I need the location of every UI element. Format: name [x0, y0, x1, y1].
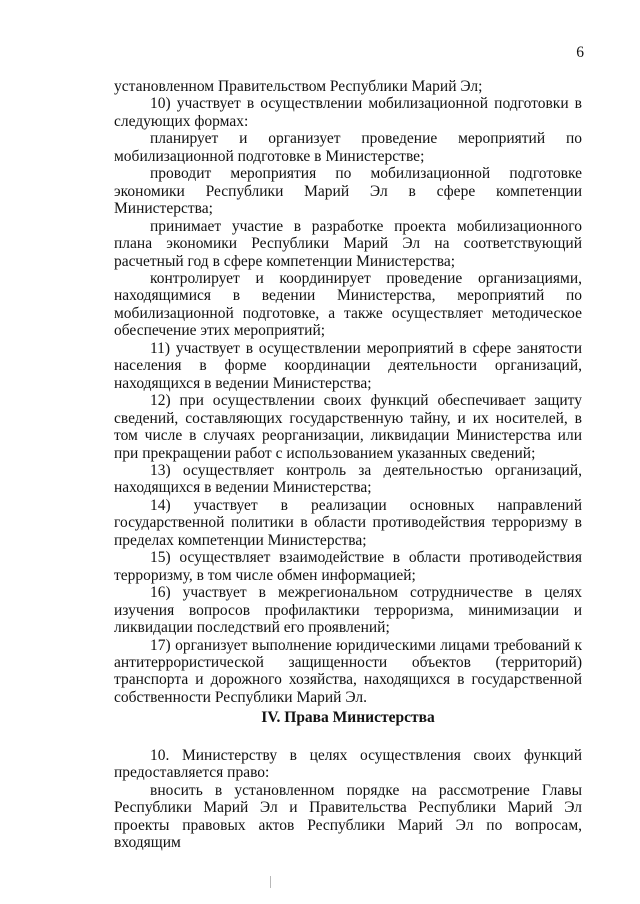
paragraph: 15) осуществляет взаимодействие в области противодействия терроризму, в том числе обмен информацией; [114, 549, 582, 584]
paragraph: 14) участвует в реализации основных направлений государственной политики в области противодействия терроризму в пределах компетенции Министерства; [114, 496, 582, 549]
paragraph: установленном Правительством Республики Марий Эл; [114, 78, 483, 95]
paragraph: 17) организует выполнение юридическими лицами требований к антитеррористической защищенности объектов (территорий) транспорта и дорожного хозяйства, находящихся в государственной собственности Республики Марий Эл. [114, 636, 582, 706]
paragraph: проводит мероприятия по мобилизационной подготовке экономики Республики Марий Эл в сфере компетенции Министерства; [114, 165, 582, 218]
paragraph: 11) участвует в осуществлении мероприятий в сфере занятости населения в форме координации деятельности организаций, находящихся в ведении Министерства; [114, 339, 582, 392]
paragraph: 16) участвует в межрегиональном сотрудничестве в целях изучения вопросов профилактики терроризма, минимизации и ликвидации последствий его проявлений; [114, 584, 582, 637]
scan-artifact [270, 876, 271, 888]
paragraph: контролирует и координирует проведение организациями, находящимися в ведении Министерства, мероприятий по мобилизационной подготовке, а также осуществляет методическое обеспечение этих мероприятий; [114, 269, 582, 340]
paragraph: 10) участвует в осуществлении мобилизационной подготовки в следующих формах: [114, 95, 582, 130]
paragraph: 12) при осуществлении своих функций обеспечивает защиту сведений, составляющих государственную тайну, и их носителей, в том числе в случаях реорганизации, ликвидации Министерства или при прекращении работ с использованием указанных сведений; [114, 392, 582, 462]
paragraph: принимает участие в разработке проекта мобилизационного плана экономики Республики Марий Эл на соответствующий расчетный год в сфере компетенции Министерства; [114, 217, 582, 270]
paragraph: планирует и организует проведение мероприятий по мобилизационной подготовке в Министерстве; [114, 130, 582, 165]
page-number: 6 [576, 44, 584, 61]
section-heading: IV. Права Министерства [261, 709, 435, 726]
document-body [114, 78, 582, 706]
paragraph: 13) осуществляет контроль за деятельностью организаций, находящихся в ведении Министерства; [114, 461, 582, 497]
paragraph: вносить в установленном порядке на рассмотрение Главы Республики Марий Эл и Правительства Республики Марий Эл проекты правовых актов Республики Марий Эл по вопросам, входящим [114, 781, 582, 852]
section-body [114, 747, 582, 852]
paragraph: 10. Министерству в целях осуществления своих функций предоставляется право: [114, 747, 582, 782]
